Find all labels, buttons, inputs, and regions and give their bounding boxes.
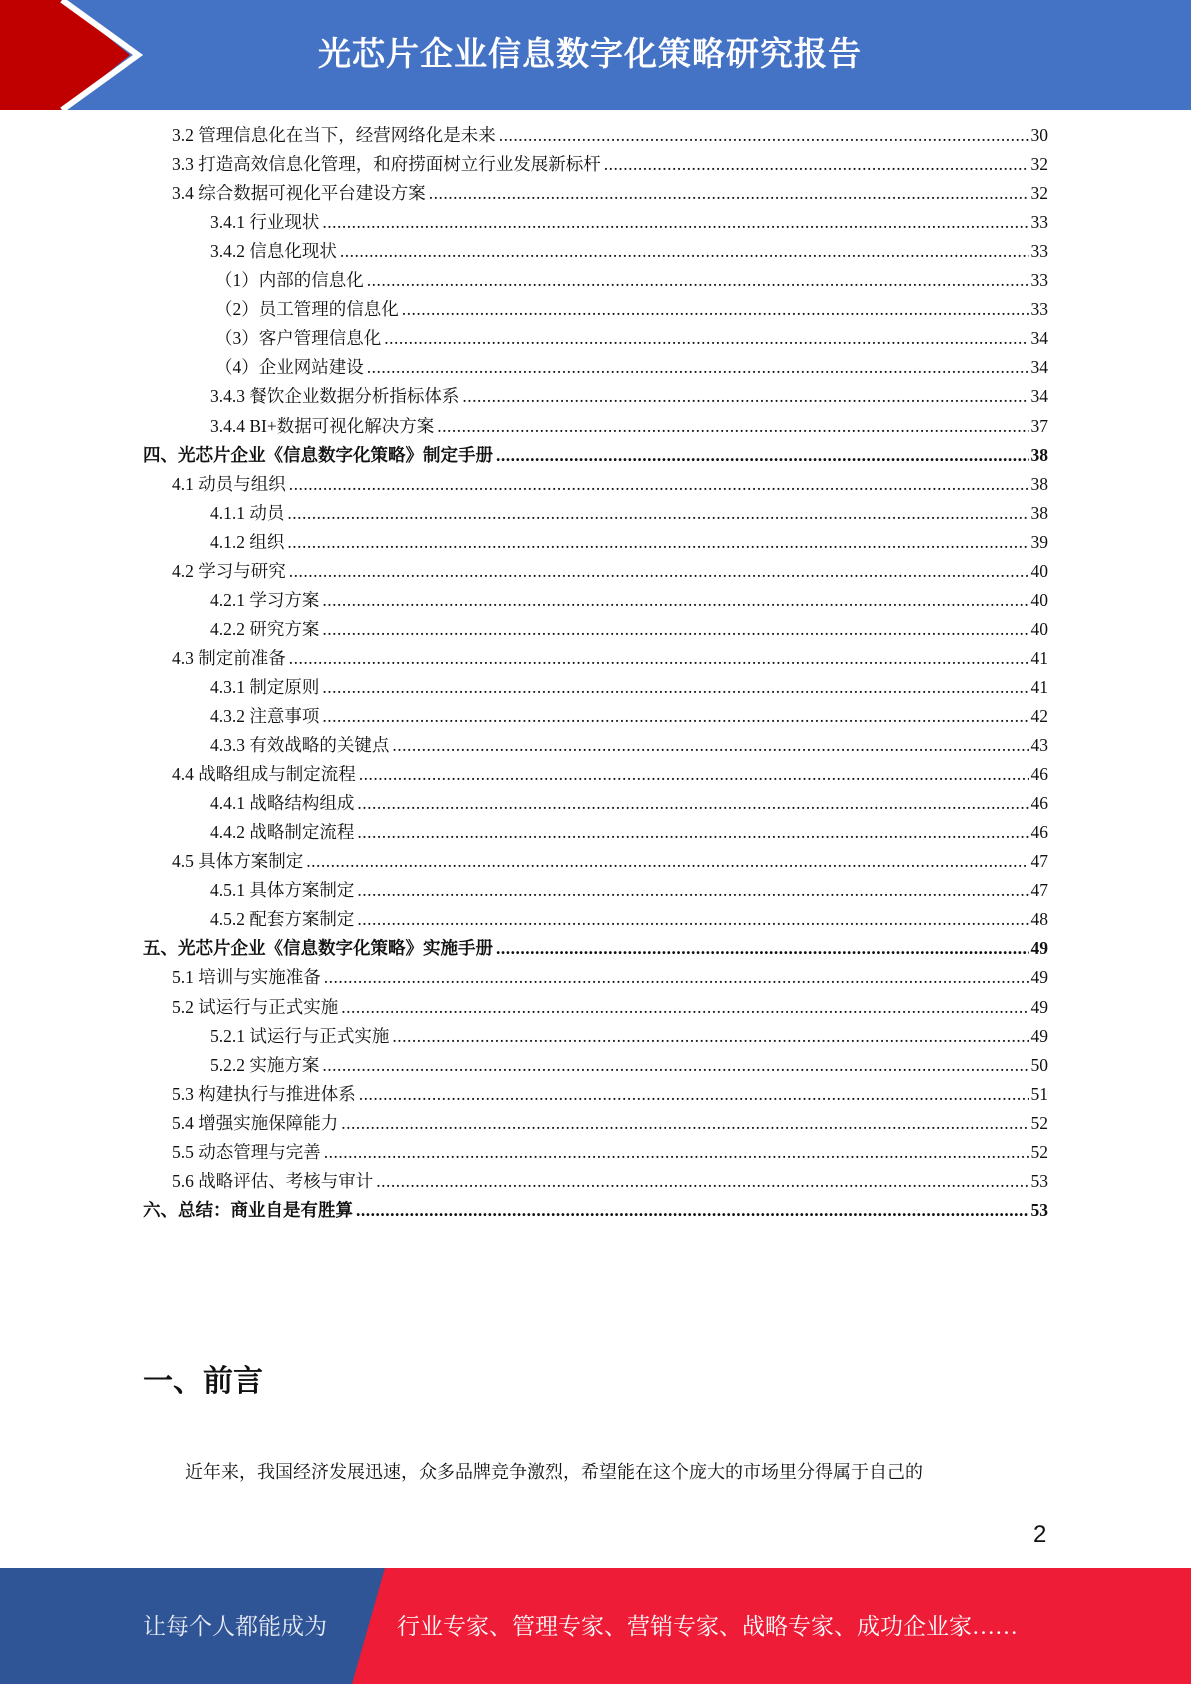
- toc-entry-title: 4.1.1 动员: [210, 502, 285, 523]
- toc-entry[interactable]: [172, 558, 1048, 587]
- toc-leader-dots: [357, 909, 1028, 930]
- toc-entry-title: 4.3.2 注意事项: [210, 706, 320, 726]
- toc-entry-title: 5.6 战略评估、考核与审计: [172, 1170, 374, 1191]
- toc-entry[interactable]: [210, 674, 1048, 703]
- toc-entry[interactable]: [172, 471, 1048, 500]
- toc-page-number: 41: [1030, 676, 1048, 697]
- toc-leader-dots: [289, 474, 1029, 495]
- toc-leader-dots: [340, 241, 1029, 262]
- toc-leader-dots: [324, 1142, 1029, 1163]
- toc-leader-dots: [384, 328, 1028, 349]
- report-title: 光芯片企业信息数字化策略研究报告: [318, 34, 862, 73]
- toc-entry-title: 5.4 增强实施保障能力: [172, 1112, 339, 1133]
- toc-entry-title: 4.4.2 战略制定流程: [210, 822, 355, 843]
- toc-page-number: 47: [1030, 851, 1048, 872]
- toc-entry-title: 4.5 具体方案制定: [172, 851, 304, 872]
- toc-page-number: 34: [1030, 328, 1048, 349]
- toc-page-number: 47: [1030, 880, 1048, 901]
- toc-leader-dots: [306, 851, 1028, 872]
- toc-page-number: 46: [1030, 793, 1048, 814]
- toc-entry-title: 4.2 学习与研究: [172, 560, 286, 581]
- section-heading: 一、前言: [143, 1364, 263, 1399]
- toc-entry[interactable]: [210, 703, 1048, 732]
- toc-leader-dots: [402, 299, 1029, 320]
- toc-page-number: 30: [1030, 125, 1048, 145]
- toc-page-number: 51: [1030, 1083, 1048, 1104]
- toc-entry-title: 3.4.3 餐饮企业数据分析指标体系: [210, 386, 460, 407]
- toc-page-number: 32: [1030, 183, 1048, 204]
- toc-page-number: 52: [1030, 1141, 1048, 1162]
- toc-entry-title: （4）企业网站建设: [215, 357, 364, 378]
- toc-leader-dots: [322, 212, 1028, 233]
- page-number: 2: [1033, 1521, 1047, 1548]
- toc-entry[interactable]: [172, 180, 1048, 209]
- footer-slogan-left: 让每个人都能成为: [143, 1614, 327, 1639]
- toc-entry[interactable]: [172, 848, 1048, 877]
- toc-entry-title: 4.3.3 有效战略的关键点: [210, 735, 390, 756]
- toc-page-number: 33: [1030, 270, 1048, 291]
- toc-entry[interactable]: [172, 1168, 1048, 1197]
- toc-page-number: 37: [1030, 415, 1048, 436]
- toc-entry-title: 5.2.1 试运行与正式实施: [210, 1025, 390, 1046]
- toc-leader-dots: [357, 822, 1028, 843]
- toc-entry[interactable]: [210, 383, 1048, 412]
- toc-page-number: 49: [1030, 967, 1048, 988]
- toc-page-number: 32: [1030, 154, 1048, 175]
- toc-page-number: 38: [1030, 444, 1048, 465]
- toc-entry-title: （2）员工管理的信息化: [215, 299, 399, 320]
- toc-entry[interactable]: [172, 994, 1048, 1023]
- toc-entry-title: 五、光芯片企业《信息数字化策略》实施手册: [143, 938, 493, 959]
- toc-page-number: 46: [1030, 822, 1048, 843]
- toc-entry-title: 四、光芯片企业《信息数字化策略》制定手册: [143, 444, 493, 465]
- toc-entry[interactable]: [143, 1197, 1048, 1226]
- toc-page-number: 38: [1030, 473, 1048, 494]
- body-paragraph: 近年来，我国经济发展迅速，众多品牌竞争激烈，希望能在这个庞大的市场里分得属于自己的: [185, 1462, 923, 1482]
- toc-entry-title: 5.1 培训与实施准备: [172, 967, 321, 988]
- toc-leader-dots: [322, 590, 1028, 611]
- toc-leader-dots: [496, 445, 1029, 466]
- toc-entry-title: 3.4 综合数据可视化平台建设方案: [172, 183, 426, 204]
- toc-leader-dots: [496, 938, 1029, 959]
- toc-entry-title: 5.3 构建执行与推进体系: [172, 1083, 356, 1104]
- toc-entry[interactable]: [210, 500, 1048, 529]
- toc-page-number: 52: [1030, 1112, 1048, 1133]
- toc-page-number: 48: [1030, 909, 1048, 930]
- toc-entry-title: 3.4.1 行业现状: [210, 212, 320, 233]
- toc-leader-dots: [289, 648, 1029, 669]
- toc-entry[interactable]: [172, 1081, 1048, 1110]
- toc-page-number: 33: [1030, 299, 1048, 320]
- toc-page-number: 40: [1030, 618, 1048, 639]
- toc-entry-title: 4.4.1 战略结构组成: [210, 793, 355, 814]
- toc-entry[interactable]: [172, 964, 1048, 993]
- toc-leader-dots: [367, 357, 1029, 378]
- toc-entry[interactable]: [215, 325, 1048, 354]
- toc-entry[interactable]: [215, 354, 1048, 383]
- chevron-decoration-icon: [0, 0, 160, 110]
- toc-entry-title: 4.2.1 学习方案: [210, 589, 320, 610]
- toc-leader-dots: [289, 561, 1029, 582]
- toc-entry[interactable]: [143, 442, 1048, 471]
- toc-entry-title: 3.4.4 BI+数据可视化解决方案: [210, 415, 435, 436]
- toc-page-number: 53: [1030, 1170, 1048, 1191]
- toc-entry-title: 4.3 制定前准备: [172, 647, 286, 668]
- toc-entry-title: 4.5.1 具体方案制定: [210, 880, 355, 901]
- toc-page-number: 49: [1030, 938, 1048, 959]
- toc-leader-dots: [324, 967, 1029, 988]
- toc-entry-title: 3.4.2 信息化现状: [210, 241, 337, 262]
- toc-entry[interactable]: [210, 906, 1048, 935]
- toc-leader-dots: [287, 503, 1028, 524]
- toc-leader-dots: [604, 154, 1029, 175]
- toc-leader-dots: [359, 1084, 1029, 1105]
- toc-entry[interactable]: [210, 209, 1048, 238]
- toc-leader-dots: [322, 619, 1028, 640]
- toc-page-number: 46: [1030, 764, 1048, 785]
- toc-entry-title: 3.3 打造高效信息化管理，和府捞面树立行业发展新标杆: [172, 154, 601, 175]
- toc-leader-dots: [322, 1055, 1028, 1076]
- toc-entry[interactable]: [215, 296, 1048, 325]
- toc-entry[interactable]: [210, 790, 1048, 819]
- toc-leader-dots: [367, 270, 1029, 291]
- toc-entry-title: 4.1 动员与组织: [172, 473, 286, 494]
- toc-leader-dots: [437, 416, 1028, 437]
- toc-entry-title: 4.4 战略组成与制定流程: [172, 764, 356, 785]
- toc-entry[interactable]: [210, 732, 1048, 761]
- toc-page-number: 53: [1030, 1199, 1048, 1220]
- toc-page-number: 34: [1030, 386, 1048, 407]
- toc-leader-dots: [287, 532, 1028, 553]
- toc-leader-dots: [359, 764, 1029, 785]
- toc-entry-title: 5.5 动态管理与完善: [172, 1141, 321, 1162]
- toc-entry-title: 5.2 试运行与正式实施: [172, 996, 339, 1017]
- toc-entry[interactable]: [210, 529, 1048, 558]
- toc-page-number: 40: [1030, 560, 1048, 581]
- toc-page-number: 41: [1030, 647, 1048, 668]
- page-header: [0, 0, 1191, 110]
- toc-entry[interactable]: [172, 761, 1048, 790]
- page-footer: [0, 1568, 1191, 1684]
- toc-entry[interactable]: [172, 1110, 1048, 1139]
- toc-page-number: 38: [1030, 502, 1048, 523]
- toc-entry-title: （3）客户管理信息化: [215, 328, 382, 349]
- toc-entry[interactable]: [210, 413, 1048, 442]
- toc-page-number: 33: [1030, 212, 1048, 233]
- toc-page-number: 43: [1030, 735, 1048, 756]
- toc-leader-dots: [462, 386, 1028, 407]
- toc-entry[interactable]: [172, 1139, 1048, 1168]
- toc-page-number: 39: [1030, 531, 1048, 552]
- toc-leader-dots: [322, 677, 1028, 698]
- toc-leader-dots: [357, 793, 1028, 814]
- toc-entry-title: 4.3.1 制定原则: [210, 676, 320, 697]
- toc-entry-title: 六、总结：商业自是有胜算: [143, 1199, 353, 1220]
- toc-entry[interactable]: [172, 151, 1048, 180]
- toc-leader-dots: [341, 997, 1028, 1018]
- toc-entry[interactable]: [210, 877, 1048, 906]
- toc-leader-dots: [322, 706, 1028, 727]
- toc-page-number: 34: [1030, 357, 1048, 378]
- toc-entry-title: （1）内部的信息化: [215, 270, 364, 291]
- toc-entry-title: 5.2.2 实施方案: [210, 1054, 320, 1075]
- toc-leader-dots: [392, 1026, 1028, 1047]
- toc-leader-dots: [429, 183, 1029, 204]
- toc-entry[interactable]: [210, 238, 1048, 267]
- toc-entry[interactable]: [172, 122, 1048, 151]
- toc-entry[interactable]: [210, 616, 1048, 645]
- toc-page-number: 42: [1030, 706, 1048, 726]
- toc-entry[interactable]: [210, 1052, 1048, 1081]
- toc-leader-dots: [341, 1113, 1028, 1134]
- toc-leader-dots: [392, 735, 1028, 756]
- toc-entry-title: 4.2.2 研究方案: [210, 618, 320, 639]
- toc-entry[interactable]: [215, 267, 1048, 296]
- toc-page-number: 49: [1030, 996, 1048, 1017]
- toc-page-number: 50: [1030, 1054, 1048, 1075]
- toc-entry[interactable]: [210, 819, 1048, 848]
- toc-entry[interactable]: [172, 645, 1048, 674]
- toc-leader-dots: [499, 125, 1029, 146]
- toc-entry-title: 4.5.2 配套方案制定: [210, 909, 355, 930]
- toc-leader-dots: [356, 1200, 1029, 1221]
- toc-entry[interactable]: [210, 587, 1048, 616]
- toc-leader-dots: [357, 880, 1028, 901]
- toc-entry-title: 3.2 管理信息化在当下，经营网络化是未来: [172, 125, 496, 145]
- footer-slogan-right: 行业专家、管理专家、营销专家、战略专家、成功企业家……: [397, 1614, 1018, 1639]
- toc-entry-title: 4.1.2 组织: [210, 531, 285, 552]
- toc-page-number: 49: [1030, 1025, 1048, 1046]
- toc-page-number: 33: [1030, 241, 1048, 262]
- toc-leader-dots: [376, 1171, 1028, 1192]
- toc-entry[interactable]: [143, 935, 1048, 964]
- toc-page-number: 40: [1030, 589, 1048, 610]
- toc-entry[interactable]: [210, 1023, 1048, 1052]
